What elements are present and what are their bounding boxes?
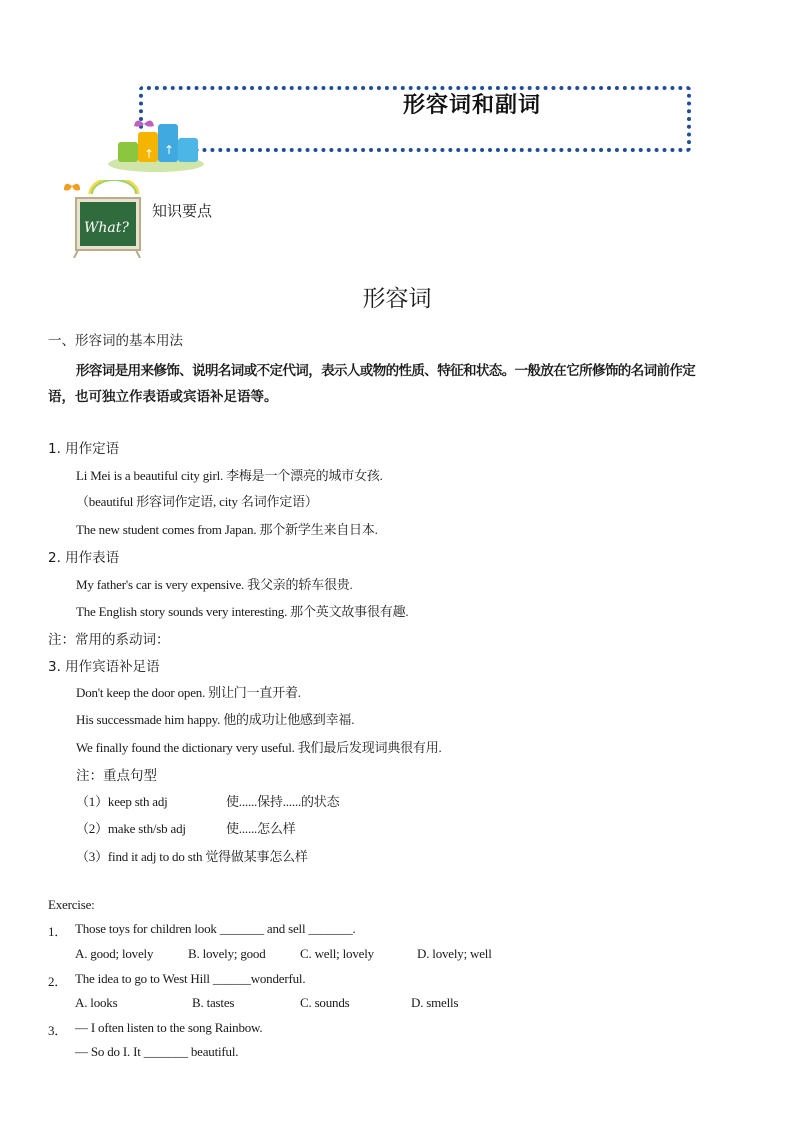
option-b: B. tastes [192, 995, 235, 1010]
question-number: 3． [48, 1023, 68, 1038]
definition-line-1: 形容词是用来修饰、说明名词或不定代词，表示人或物的性质、特征和状态。一般放在它所修饰的名词前作定 [76, 363, 696, 379]
svg-text:What?: What? [84, 220, 129, 236]
blocks-butterfly-icon [104, 118, 208, 174]
exercise-label: Exercise: [48, 897, 95, 912]
pattern-item: （2）make sth/sb adj [76, 821, 186, 836]
linking-verb-note: 注：常用的系动词： [48, 632, 170, 648]
example-sentence: We finally found the dictionary very useful. 我们最后发现词典很有用. [76, 740, 442, 755]
option-b: B. lovely; good [188, 946, 266, 961]
part-title: 一、形容词的基本用法 [48, 333, 183, 349]
chalkboard-what-icon [62, 180, 146, 258]
pattern-item: （3）find it adj to do sth 觉得做某事怎么样 [76, 849, 308, 864]
example-sentence: Don't keep the door open. 别让门一直开着. [76, 685, 301, 700]
section-label: 知识要点 [152, 202, 213, 220]
svg-text:↑: ↑ [164, 143, 175, 157]
option-d: D. lovely; well [417, 946, 492, 961]
usage-title: 1. 用作定语 [48, 441, 120, 457]
option-c: C. sounds [300, 995, 350, 1010]
question-number: 2． [48, 974, 68, 989]
definition-line-2: 语，也可独立作表语或宾语补足语等。 [48, 389, 278, 405]
pattern-item: （1）keep sth adj [76, 794, 168, 809]
example-sentence: My father's car is very expensive. 我父亲的轿车很贵. [76, 577, 353, 592]
question-number: 1． [48, 924, 68, 939]
option-a: A. looks [75, 995, 118, 1010]
example-sentence: Li Mei is a beautiful city girl. 李梅是一个漂亮的城市女孩. [76, 468, 383, 483]
question-text: — I often listen to the song Rainbow. [75, 1020, 263, 1035]
page-title: 形容词和副词 [402, 93, 541, 118]
question-text: Those toys for children look _______ and sell _______. [75, 921, 356, 936]
example-sentence: The English story sounds very interesting. 那个英文故事很有趣. [76, 604, 409, 619]
example-sentence: His successmade him happy. 他的成功让他感到幸福. [76, 712, 355, 727]
option-a: A. good; lovely [75, 946, 154, 961]
section-heading: 形容词 [362, 286, 432, 312]
question-text: — So do I. It _______ beautiful. [75, 1044, 239, 1059]
option-c: C. well; lovely [300, 946, 374, 961]
example-sentence: The new student comes from Japan. 那个新学生来自日本. [76, 522, 378, 537]
question-text: The idea to go to West Hill ______wonderful. [75, 971, 306, 986]
svg-text:↑: ↑ [144, 147, 155, 161]
option-d: D. smells [411, 995, 459, 1010]
example-note: （beautiful 形容词作定语, city 名词作定语） [76, 494, 318, 509]
pattern-meaning: 使......怎么样 [226, 821, 296, 836]
usage-title: 2. 用作表语 [48, 550, 120, 566]
pattern-meaning: 使......保持......的状态 [226, 794, 340, 809]
usage-title: 3. 用作宾语补足语 [48, 659, 160, 675]
pattern-note-title: 注：重点句型 [76, 768, 157, 784]
